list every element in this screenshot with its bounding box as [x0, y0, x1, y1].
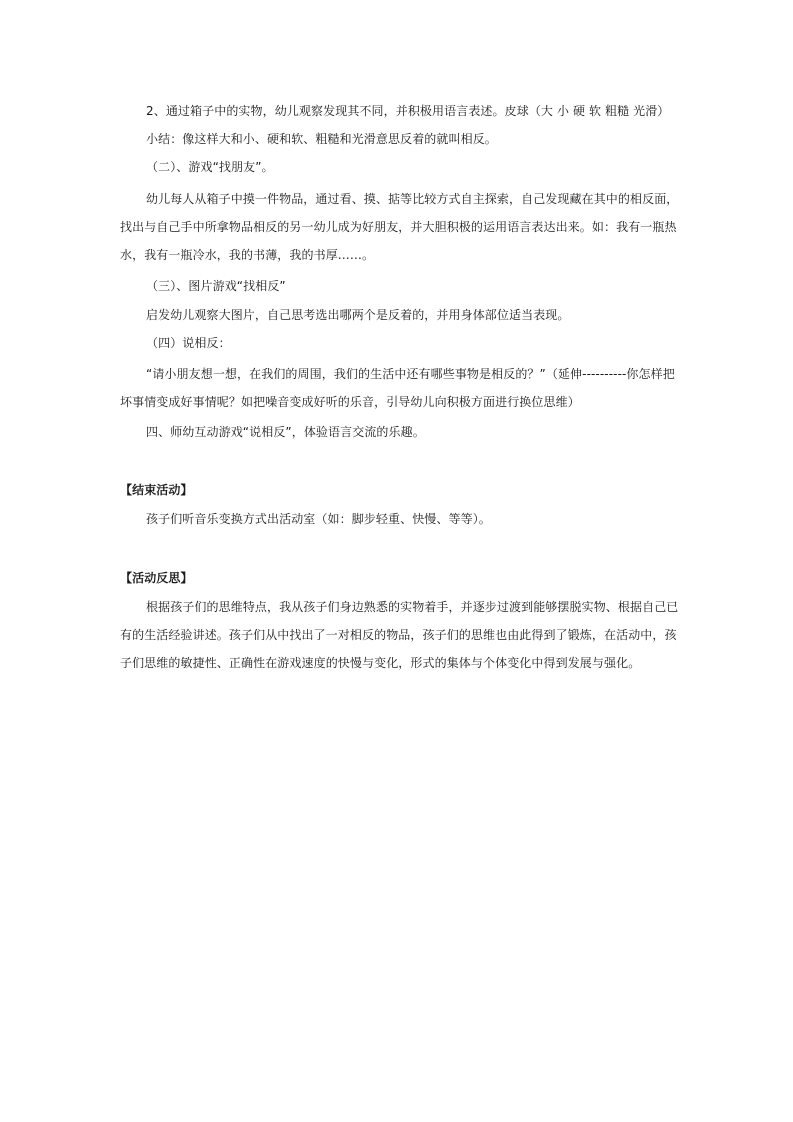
paragraph-line-10: “请小朋友想一想，在我们的周围，我们的生活中还有哪些事物是相反的？”（延伸----------你怎样把 — [146, 367, 675, 381]
paragraph-line-1: 2、通过箱子中的实物，幼儿观察发现其不同，并积极用语言表述。皮球（大 小 硬 软 粗糙 光滑） — [146, 104, 670, 118]
end-activity-text: 孩子们听音乐变换方式出活动室（如：脚步轻重、快慢、等等）。 — [146, 512, 491, 526]
reflection-line-1: 根据孩子们的思维特点，我从孩子们身边熟悉的实物着手，并逐步过渡到能够摆脱实物、根据自己已 — [146, 600, 679, 614]
paragraph-line-8: 启发幼儿观察大图片，自己思考选出哪两个是反着的，并用身体部位适当表现。 — [146, 308, 570, 322]
paragraph-line-5: 找出与自己手中所拿物品相反的另一幼儿成为好朋友，并大胆积极的运用语言表达出来。如：我有一瓶热 — [120, 220, 677, 234]
paragraph-line-4: 幼儿每人从箱子中摸一件物品，通过看、摸、掂等比较方式自主探索，自己发现藏在其中的相反面， — [146, 192, 679, 206]
section-heading-4: （四）说相反： — [146, 336, 231, 350]
section-heading-3: （三）、图片游戏“找相反” — [146, 279, 286, 293]
paragraph-line-2: 小结：像这样大和小、硬和软、粗糙和光滑意思反着的就叫相反。 — [146, 132, 497, 146]
reflection-line-3: 子们思维的敏捷性、正确性在游戏速度的快慢与变化，形式的集体与个体变化中得到发展与强化。 — [120, 656, 641, 670]
end-activity-heading: 【结束活动】 — [120, 483, 193, 497]
paragraph-line-12: 四、师幼互动游戏“说相反”，体验语言交流的乐趣。 — [146, 425, 425, 439]
paragraph-line-6: 水，我有一瓶冷水，我的书薄，我的书厚……。 — [120, 248, 375, 262]
paragraph-line-11: 坏事情变成好事情呢？如把噪音变成好听的乐音，引导幼儿向积极方面进行换位思维） — [120, 395, 580, 409]
section-heading-2: （二）、游戏“找朋友”。 — [146, 160, 274, 174]
reflection-heading: 【活动反思】 — [120, 571, 193, 585]
reflection-line-2: 有的生活经验讲述。孩子们从中找出了一对相反的物品，孩子们的思维也由此得到了锻炼，在活动中，孩 — [120, 628, 677, 642]
